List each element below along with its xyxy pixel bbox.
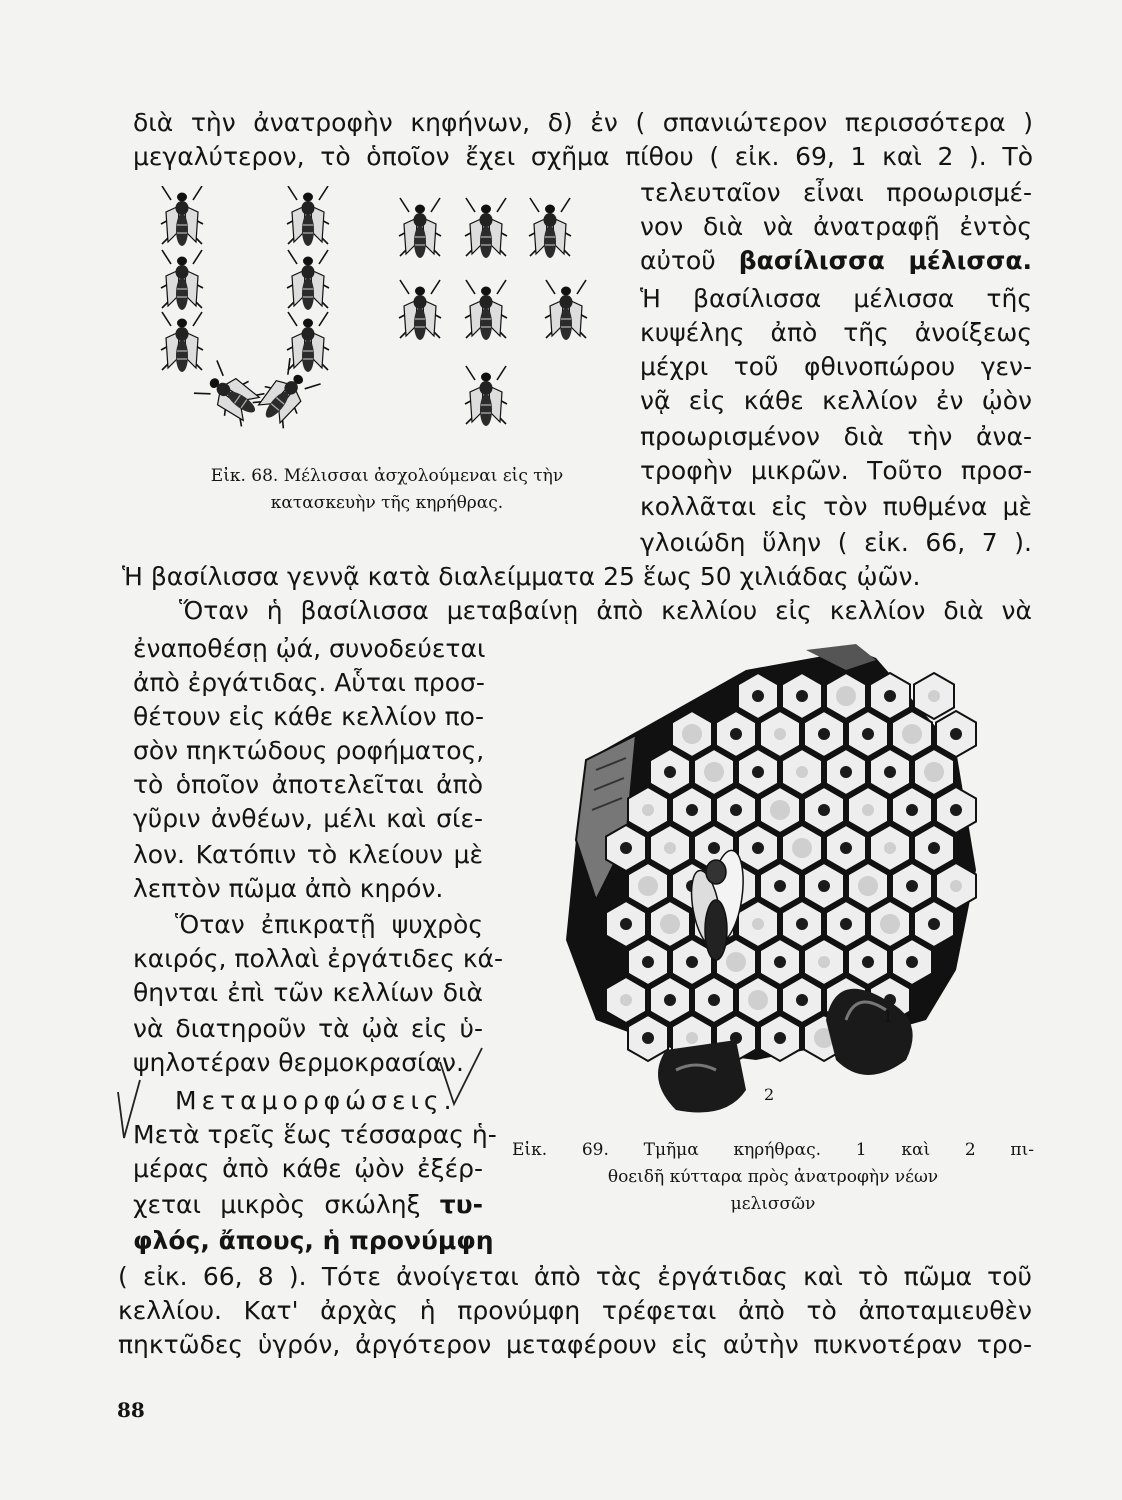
comb-cell-content	[726, 952, 746, 972]
text-line: Ὅταν ἐπικρατῇ ψυχρὸς	[175, 910, 483, 939]
text-line: νον διὰ νὰ ἀνατραφῇ ἐντὸς	[640, 212, 1032, 241]
comb-cell-content	[792, 838, 812, 858]
caption-line: θοειδῆ κύτταρα πρὸς ἀνατροφὴν νέων	[607, 1167, 939, 1187]
comb-cell-content	[906, 880, 918, 892]
comb-cell-content	[796, 766, 808, 778]
text-span: αὐτοῦ	[640, 246, 716, 275]
text-line: μέρας ἀπὸ κάθε ᾠὸν ἐξέρ-	[133, 1154, 483, 1183]
comb-cell-content	[620, 918, 632, 930]
figure-68-caption	[150, 463, 624, 517]
text-line: θέτουν εἰς κάθε κελλίον πο-	[133, 702, 484, 731]
comb-cell-content	[858, 876, 878, 896]
comb-cell-content	[950, 804, 962, 816]
comb-cell-content	[796, 994, 808, 1006]
caption-line: Εἰκ. 68. Μέλισσαι ἀσχολούμεναι εἰς τὴν	[210, 466, 564, 486]
comb-cell-content	[906, 804, 918, 816]
comb-cell-content	[774, 728, 786, 740]
comb-cell-content	[770, 800, 790, 820]
comb-cell-content	[664, 766, 676, 778]
text-line: τελευταῖον εἶναι προωρισμέ-	[640, 178, 1032, 207]
text-line: ἐναποθέσῃ ᾠά, συνοδεύεται	[133, 634, 486, 663]
text-line: κολλᾶται εἰς τὸν πυθμένα μὲ	[640, 492, 1032, 521]
comb-cell-content	[796, 918, 808, 930]
comb-cell-content	[884, 842, 896, 854]
comb-cell-content	[638, 876, 658, 896]
text-line: λεπτὸν πῶμα ἀπὸ κηρόν.	[133, 874, 444, 903]
comb-cell-content	[862, 804, 874, 816]
comb-cell-content	[836, 686, 856, 706]
text-line: νᾷ εἰς κάθε κελλίον ἐν ᾠὸν	[640, 386, 1032, 415]
comb-cell-content	[730, 728, 742, 740]
comb-cell-content	[884, 690, 896, 702]
comb-cell-content	[906, 956, 918, 968]
comb-cell-content	[682, 724, 702, 744]
text-line: Ἡ βασίλισσα γεννᾷ κατὰ διαλείμματα 25 ἕως 50 χιλιάδας ᾠῶν.	[122, 562, 921, 591]
text-line: λον. Κατόπιν τὸ κλείουν μὲ	[133, 840, 483, 869]
comb-cell-content	[752, 842, 764, 854]
caption-line: μελισσῶν	[730, 1194, 816, 1214]
comb-cell-content	[774, 880, 786, 892]
text-line: κυψέλης ἀπὸ τῆς ἀνοίξεως	[640, 318, 1032, 347]
text-line: Ἡ βασίλισσα μέλισσα τῆς	[640, 284, 1032, 313]
comb-cell-content	[862, 728, 874, 740]
comb-cell-content	[924, 762, 944, 782]
comb-cell-content	[818, 728, 830, 740]
comb-cell-content	[664, 994, 676, 1006]
comb-cell-content	[884, 766, 896, 778]
text-line: ψηλοτέραν θερμοκρασίαν.	[133, 1048, 464, 1077]
comb-cell-content	[660, 914, 680, 934]
comb-cell-content	[880, 914, 900, 934]
comb-cell-content	[686, 804, 698, 816]
comb-cell-content	[620, 842, 632, 854]
text-line: μέχρι τοῦ φθινοπώρου γεν-	[640, 352, 1032, 381]
comb-cell-content	[686, 956, 698, 968]
comb-cell-content	[752, 766, 764, 778]
text-line: θηνται ἐπὶ τῶν κελλίων διὰ	[133, 978, 483, 1007]
text-line: κελλίου. Κατ' ἀρχὰς ἡ προνύμφη τρέφεται ἀπὸ τὸ ἀποταμιευθὲν	[118, 1296, 1032, 1325]
honeycomb-section-illustration	[556, 640, 1036, 1130]
text-line: προωρισμένον διὰ τὴν ἀνα-	[640, 422, 1032, 451]
comb-cell-content	[620, 994, 632, 1006]
comb-cell-content	[818, 956, 830, 968]
text-line: τροφὴν μικρῶν. Τοῦτο προσ-	[640, 456, 1032, 485]
text-line: γῦριν ἀνθέων, μέλι καὶ σίε-	[133, 804, 483, 833]
text-line: γλοιώδη ὕλην ( εἰκ. 66, 7 ).	[640, 528, 1032, 557]
comb-cell-content	[686, 1032, 698, 1044]
comb-cell-content	[664, 842, 676, 854]
comb-cell-content	[818, 804, 830, 816]
page-number: 88	[117, 1398, 145, 1422]
comb-cell-content	[950, 728, 962, 740]
text-line: μεγαλύτερον, τὸ ὁποῖον ἔχει σχῆμα πίθου ( εἰκ. 69, 1 καὶ 2 ). Τὸ	[133, 142, 1033, 171]
comb-cell-content	[950, 880, 962, 892]
comb-cell-content	[752, 918, 764, 930]
bold-term-queen-bee: βασίλισσα μέλισσα.	[738, 246, 1032, 275]
text-line: ( εἰκ. 66, 8 ). Τότε ἀνοίγεται ἀπὸ τὰς ἐργάτιδας καὶ τὸ πῶμα τοῦ	[118, 1262, 1032, 1291]
comb-cell-content	[748, 990, 768, 1010]
caption-line: κατασκευὴν τῆς κηρήθρας.	[270, 493, 504, 513]
bold-term: τυ-	[439, 1190, 483, 1219]
handwritten-checkmarks	[110, 1040, 497, 1150]
text-span: χεται μικρὸς σκώληξ	[133, 1190, 421, 1219]
comb-cell-content	[818, 880, 830, 892]
comb-cell-content	[840, 766, 852, 778]
text-line: νὰ διατηροῦν τὰ ᾠὰ εἰς ὑ-	[133, 1014, 483, 1043]
text-line: τὸ ὁποῖον ἀποτελεῖται ἀπὸ	[133, 770, 483, 799]
comb-cell-content	[796, 690, 808, 702]
text-line: διὰ τὴν ἀνατροφὴν κηφήνων, δ) ἐν ( σπανιώτερον περισσότερα )	[133, 108, 1033, 137]
bold-term-larva: φλός, ἄπους, ἡ προνύμφη	[133, 1226, 494, 1255]
comb-cell-content	[704, 762, 724, 782]
text-line: καιρός, πολλαὶ ἐργάτιδες κά-	[133, 944, 504, 973]
figure-label-2: 2	[764, 1085, 775, 1104]
caption-line: Εἰκ. 69. Τμῆμα κηρήθρας. 1 καὶ 2 πι-	[512, 1140, 1034, 1160]
comb-cell-content	[840, 842, 852, 854]
figure-label-1: 1	[883, 1007, 894, 1026]
bees-building-comb-illustration	[148, 186, 618, 448]
text-line: πηκτῶδες ὑγρόν, ἀργότερον μεταφέρουν εἰς αὐτὴν πυκνοτέραν τρο-	[118, 1330, 1032, 1359]
comb-cell-content	[752, 690, 764, 702]
comb-cell-content	[730, 804, 742, 816]
comb-cell-content	[642, 1032, 654, 1044]
comb-cell-content	[928, 690, 940, 702]
comb-cell-content	[774, 956, 786, 968]
text-line: ἀπὸ ἐργάτιδας. Αὗται προσ-	[133, 668, 485, 697]
section-heading-metamorphoses: Μεταμορφώσεις.	[175, 1086, 457, 1115]
comb-cell-content	[928, 842, 940, 854]
comb-cell-content	[862, 956, 874, 968]
figure-69-caption	[512, 1137, 1034, 1218]
text-line	[640, 244, 1032, 278]
text-line	[133, 1188, 483, 1222]
comb-cell-content	[774, 1032, 786, 1044]
text-line: Μετὰ τρεῖς ἕως τέσσαρας ἡ-	[133, 1120, 497, 1149]
comb-cell-content	[708, 994, 720, 1006]
comb-cell-content	[928, 918, 940, 930]
comb-cell-content	[902, 724, 922, 744]
text-line: Ὅταν ἡ βασίλισσα μεταβαίνῃ ἀπὸ κελλίου εἰς κελλίον διὰ νὰ	[179, 596, 1032, 625]
text-line: σὸν πηκτώδους ροφήματος,	[133, 736, 485, 765]
comb-cell-content	[642, 804, 654, 816]
comb-cell-content	[840, 918, 852, 930]
comb-cell-content	[708, 842, 720, 854]
comb-cell-content	[642, 956, 654, 968]
